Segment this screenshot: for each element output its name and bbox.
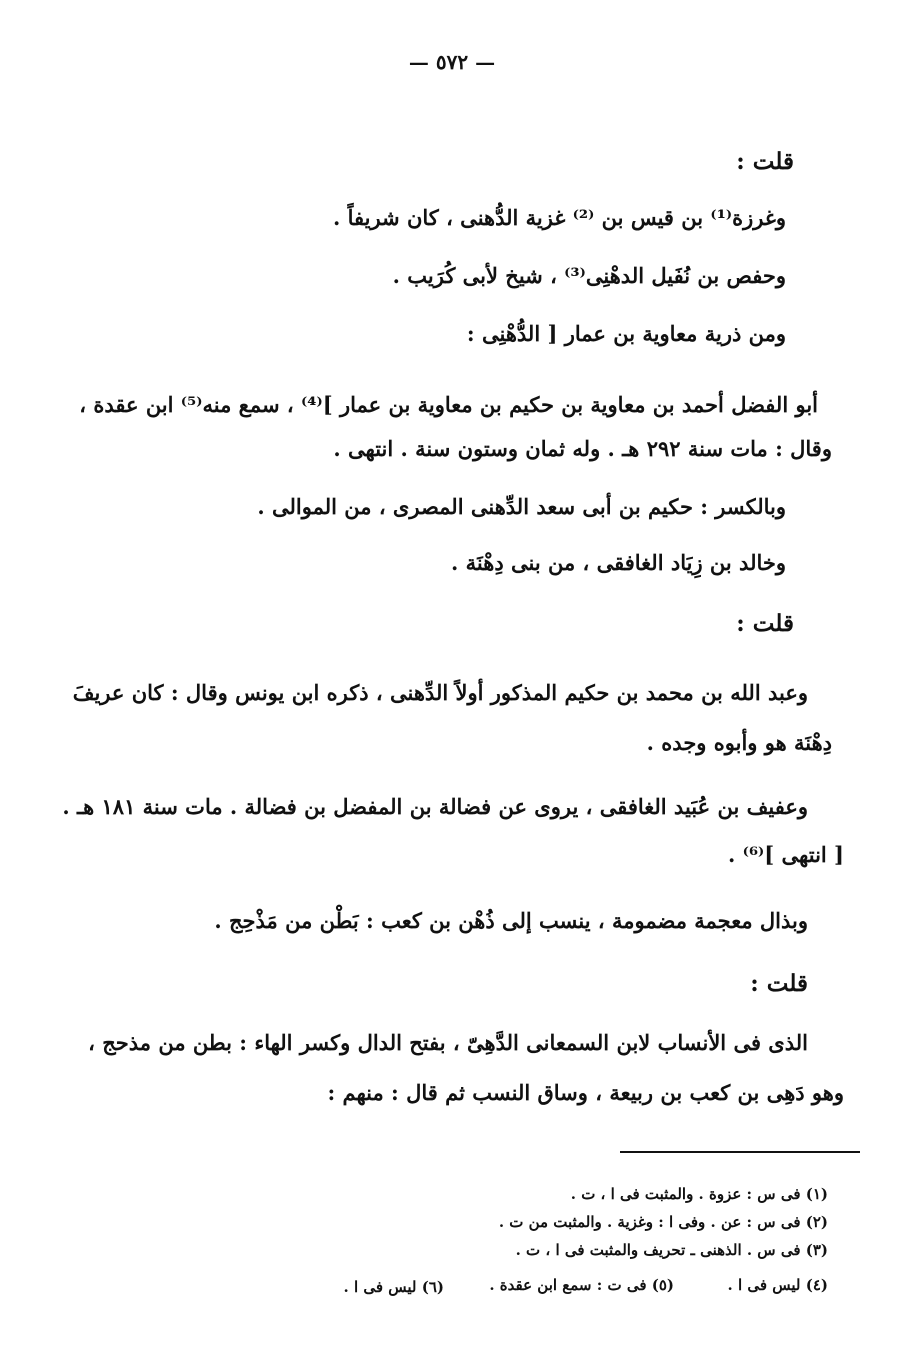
footnote: (٣) فى س . الذهنى ـ تحريف والمثبت فى ا ، ت . <box>515 1241 828 1259</box>
page-number: — ٥٧٢ — <box>408 50 496 74</box>
text-line: [ انتهى ]⁽⁶⁾ . <box>727 842 844 867</box>
section-heading: قلت : <box>736 610 794 637</box>
text-line: وعبد الله بن محمد بن حكيم المذكور أولاً الدِّهنى ، ذكره ابن يونس وقال : كان عريفَ <box>72 680 808 705</box>
footnote-separator <box>620 1151 860 1153</box>
text-line: وحفص بن نُفَيل الدهْنِى⁽³⁾ ، شيخ لأبى كُرَيب . <box>392 263 786 288</box>
text-line: وبذال معجمة مضمومة ، ينسب إلى ذُهْن بن كعب : بَطْن من مَذْحِج . <box>214 908 808 933</box>
text-line: دِهْنَة هو وأبوه وجده . <box>646 730 832 755</box>
text-line: الذى فى الأنساب لابن السمعانى الدَّهِىّ ، بفتح الدال وكسر الهاء : بطن من مذحج ، <box>88 1030 808 1055</box>
section-heading: قلت : <box>736 148 794 175</box>
section-heading: قلت : <box>750 970 808 997</box>
footnote: (١) فى س : عزوة . والمثبت فى ا ، ت . <box>570 1185 828 1203</box>
footnote: (٢) فى س : عن . وفى ا : وغزية . والمثبت من ت . <box>498 1213 828 1231</box>
text-line: أبو الفضل أحمد بن معاوية بن حكيم بن معاوية بن عمار ]⁽⁴⁾ ، سمع منه⁽⁵⁾ ابن عقدة ، <box>79 392 818 417</box>
footnote: (٥) فى ت : سمع ابن عقدة . <box>489 1276 674 1294</box>
text-line: وهو دَهِى بن كعب بن ربيعة ، وساق النسب ثم قال : منهم : <box>327 1080 844 1105</box>
text-line: وخالد بن زِيَاد الغافقى ، من بنى دِهْنَة . <box>451 550 786 575</box>
text-line: وعفيف بن عُبَيد الغافقى ، يروى عن فضالة بن المفضل بن فضالة . مات سنة ١٨١ هـ . <box>62 794 808 819</box>
text-line: وقال : مات سنة ٢٩٢ هـ . وله ثمان وستون سنة . انتهى . <box>333 436 832 461</box>
text-line: ومن ذرية معاوية بن عمار [ الدُّهْنِى : <box>466 321 786 346</box>
text-line: وغرزة⁽¹⁾ بن قيس بن ⁽²⁾ غزية الدُّهنى ، كان شريفاً . <box>332 205 786 230</box>
footnote: (٦) ليس فى ا . <box>343 1278 444 1296</box>
footnote: (٤) ليس فى ا . <box>727 1276 828 1294</box>
text-line: وبالكسر : حكيم بن أبى سعد الدِّهنى المصرى ، من الموالى . <box>257 494 786 519</box>
